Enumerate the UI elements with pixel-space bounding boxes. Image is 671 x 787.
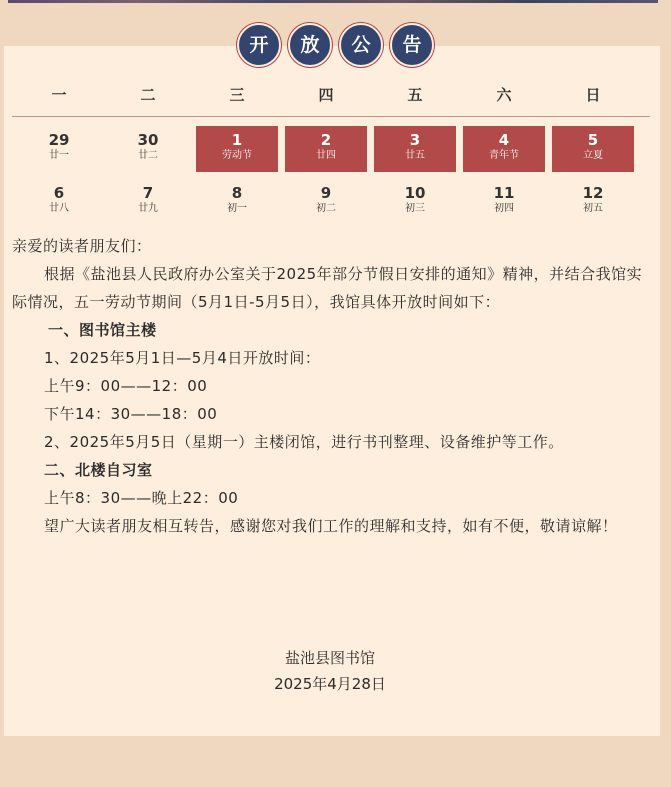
notice-body [12, 232, 650, 540]
weekday-label: 一 [51, 86, 67, 104]
day-number: 5 [587, 131, 599, 149]
calendar-day [18, 179, 100, 225]
title-char-1: 开 [237, 23, 281, 67]
closing-paragraph: 望广大读者朋友相互转告，感谢您对我们工作的理解和支持，如有不便，敬请谅解！ [44, 517, 618, 535]
calendar-day [463, 179, 545, 225]
day-lunar-label: 初四 [494, 203, 514, 214]
day-lunar-label: 劳动节 [222, 150, 252, 161]
calendar-day [107, 126, 189, 172]
calendar-day [196, 179, 278, 225]
calendar-day [285, 179, 367, 225]
day-number: 4 [498, 131, 510, 149]
section-heading-study-room: 二、北楼自习室 [44, 461, 153, 479]
title-char-3: 公 [339, 23, 383, 67]
weekday-label: 日 [585, 86, 601, 104]
calendar-day-holiday [374, 126, 456, 172]
day-number: 1 [231, 131, 243, 149]
day-number: 11 [493, 184, 515, 202]
holiday-calendar [18, 126, 642, 225]
top-banner-strip [8, 0, 658, 3]
study-room-hours: 上午8：30——晚上22：00 [44, 489, 239, 507]
day-lunar-label: 初三 [405, 203, 425, 214]
weekday-header [18, 84, 642, 105]
weekday-label: 二 [140, 86, 156, 104]
calendar-day-holiday [463, 126, 545, 172]
weekday-label: 四 [318, 86, 334, 104]
signature-block [0, 645, 660, 697]
main-building-afternoon-hours: 下午14：30——18：00 [44, 405, 218, 423]
main-building-closure: 2、2025年5月5日（星期一）主楼闭馆，进行书刊整理、设备维护等工作。 [44, 433, 564, 451]
day-number: 12 [582, 184, 604, 202]
signature-date: 2025年4月28日 [274, 675, 386, 693]
calendar-divider [12, 116, 650, 117]
calendar-day [107, 179, 189, 225]
weekday-label: 六 [496, 86, 512, 104]
main-building-dates: 1、2025年5月1日—5月4日开放时间： [44, 349, 321, 367]
day-number: 3 [409, 131, 421, 149]
day-lunar-label: 初二 [316, 203, 336, 214]
day-number: 10 [404, 184, 426, 202]
signature-org: 盐池县图书馆 [284, 649, 375, 667]
day-number: 9 [320, 184, 332, 202]
day-number: 29 [48, 131, 70, 149]
intro-paragraph: 根据《盐池县人民政府办公室关于2025年部分节假日安排的通知》精神，并结合我馆实际情况，五一劳动节期间（5月1日-5月5日），我馆具体开放时间如下： [12, 265, 643, 311]
calendar-day [374, 179, 456, 225]
day-lunar-label: 初五 [583, 203, 603, 214]
calendar-day-holiday [285, 126, 367, 172]
weekday-label: 三 [229, 86, 245, 104]
day-number: 2 [320, 131, 332, 149]
day-number: 6 [53, 184, 65, 202]
notice-title [0, 23, 671, 69]
calendar-day [18, 126, 100, 172]
day-lunar-label: 廿二 [138, 150, 158, 161]
main-building-morning-hours: 上午9：00——12：00 [44, 377, 208, 395]
section-heading-main-building: 一、图书馆主楼 [48, 321, 157, 339]
day-number: 8 [231, 184, 243, 202]
calendar-day-holiday [196, 126, 278, 172]
calendar-day [552, 179, 634, 225]
day-number: 30 [137, 131, 159, 149]
greeting: 亲爱的读者朋友们： [12, 237, 152, 255]
calendar-day-holiday [552, 126, 634, 172]
day-lunar-label: 廿四 [316, 150, 336, 161]
title-char-4: 告 [390, 23, 434, 67]
day-lunar-label: 青年节 [489, 150, 519, 161]
day-number: 7 [142, 184, 154, 202]
day-lunar-label: 廿五 [405, 150, 425, 161]
day-lunar-label: 立夏 [583, 150, 603, 161]
day-lunar-label: 廿九 [138, 203, 158, 214]
weekday-label: 五 [407, 86, 423, 104]
title-char-2: 放 [288, 23, 332, 67]
day-lunar-label: 初一 [227, 203, 247, 214]
day-lunar-label: 廿八 [49, 203, 69, 214]
day-lunar-label: 廿一 [49, 150, 69, 161]
